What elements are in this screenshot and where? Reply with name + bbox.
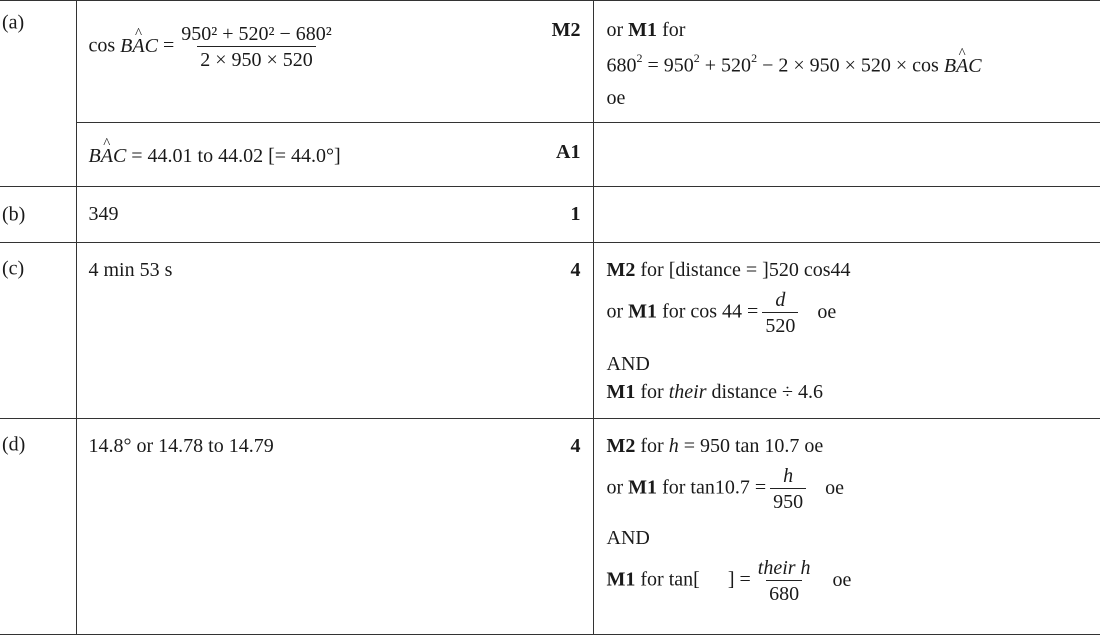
guidance-cell — [593, 1, 1100, 123]
guidance-cell — [593, 187, 1100, 243]
part-label: (d) — [2, 433, 26, 456]
answer-cosine-formula — [89, 23, 339, 71]
mark-value: M2 — [551, 19, 581, 41]
mark-value: 4 — [570, 435, 581, 457]
mark-code: M1 — [628, 19, 658, 41]
mark-value: A1 — [556, 141, 581, 163]
mark-code: M1 — [628, 476, 658, 499]
answer-lhs: cos B^ AC = — [89, 35, 175, 57]
guidance-line: or M1 for — [606, 19, 686, 41]
guidance-line: M1 for tan[ ] = $\frac{\text{their h}}{680}$ oe — [606, 557, 852, 605]
table-row — [0, 1, 1100, 123]
guidance-line: AND — [606, 353, 650, 375]
guidance-cell — [593, 123, 1100, 187]
mark-value: 1 — [570, 203, 581, 225]
answer-cell — [76, 123, 593, 187]
mark-code: M1 — [628, 300, 658, 323]
answer-text: 14.8° or 14.78 to 14.79 — [88, 435, 274, 457]
mark-code: M2 — [606, 435, 636, 457]
part-label: (a) — [2, 11, 25, 34]
guidance-fraction: $\frac{\text{their h}}{680}$ — [757, 557, 811, 605]
guidance-fraction: $\frac{h}{950}$ — [770, 465, 806, 513]
table-row — [0, 419, 1100, 635]
mark-code: M2 — [606, 259, 636, 281]
fraction-numerator: 950² + 520² − 680² — [181, 23, 332, 45]
guidance-line: $680^2 = 950^2 + 520^2 - 2 \times 950 \times 520 \times \cos$ B^ AC — [607, 53, 982, 78]
table-row — [0, 123, 1100, 187]
answer-cell — [76, 187, 593, 243]
mark-value: 4 — [570, 259, 581, 281]
answer-text: 4 min 53 s — [88, 259, 173, 281]
part-label: (c) — [2, 257, 25, 280]
guidance-line: or M1 for cos 44 = $\frac{d}{520}$ oe — [606, 289, 837, 337]
guidance-line: M2 for h = 950 tan 10.7 oe — [606, 435, 824, 457]
guidance-cell — [593, 243, 1100, 419]
part-label: (b) — [2, 203, 26, 226]
guidance-fraction: $\frac{d}{520}$ — [762, 289, 798, 337]
part-cell — [0, 187, 76, 243]
table-row — [0, 243, 1100, 419]
answer-cell — [76, 243, 593, 419]
part-cell — [0, 419, 76, 635]
guidance-line: M1 for their distance ÷ 4.6 — [606, 381, 824, 403]
answer-cell — [76, 1, 593, 123]
part-cell — [0, 1, 76, 187]
guidance-line: oe — [606, 87, 626, 109]
part-cell — [0, 243, 76, 419]
guidance-line: M2 for [distance = ]520 cos44 — [606, 259, 851, 281]
answer-cell — [76, 419, 593, 635]
answer-text: 349 — [88, 203, 119, 225]
answer-angle: B^ AC = 44.01 to 44.02 [= 44.0°] — [89, 145, 341, 168]
answer-fraction — [178, 23, 335, 71]
guidance-line: AND — [606, 527, 650, 549]
guidance-line: or M1 for tan10.7 = $\frac{h}{950}$ oe — [606, 465, 844, 513]
table-row — [0, 187, 1100, 243]
fraction-denominator: 2 × 950 × 520 — [197, 46, 316, 71]
guidance-cell — [593, 419, 1100, 635]
mark-code: M1 — [606, 568, 636, 591]
mark-code: M1 — [606, 381, 636, 403]
